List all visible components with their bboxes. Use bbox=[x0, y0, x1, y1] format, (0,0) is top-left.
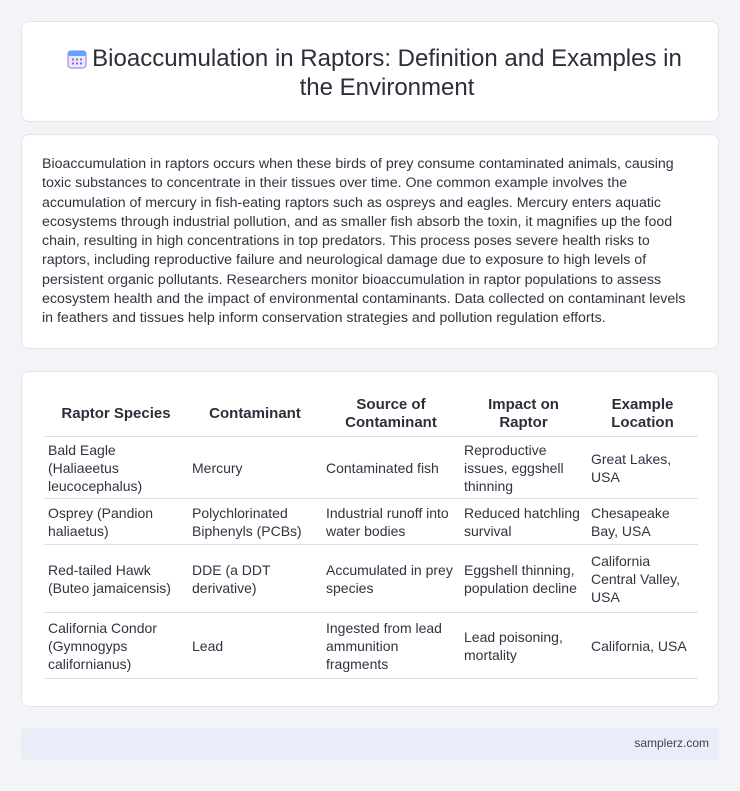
column-header-location: Example Location bbox=[587, 392, 698, 437]
footer bbox=[21, 728, 719, 760]
cell-species: Red-tailed Hawk (Buteo jamaicensis) bbox=[44, 545, 188, 613]
table-row bbox=[44, 613, 698, 679]
cell-location: California Central Valley, USA bbox=[587, 545, 698, 613]
table-row bbox=[44, 545, 698, 613]
cell-impact: Lead poisoning, mortality bbox=[460, 613, 587, 679]
column-header-species: Raptor Species bbox=[44, 392, 188, 437]
cell-impact: Reduced hatchling survival bbox=[460, 499, 587, 545]
cell-species: Bald Eagle (Haliaeetus leucocephalus) bbox=[44, 437, 188, 499]
cell-location: California, USA bbox=[587, 613, 698, 679]
cell-location: Chesapeake Bay, USA bbox=[587, 499, 698, 545]
contaminant-table bbox=[44, 392, 698, 679]
cell-contaminant: DDE (a DDT derivative) bbox=[188, 545, 322, 613]
intro-card bbox=[21, 134, 719, 349]
column-header-impact: Impact on Raptor bbox=[460, 392, 587, 437]
table-row bbox=[44, 437, 698, 499]
cell-source: Ingested from lead ammunition fragments bbox=[322, 613, 460, 679]
calendar-icon bbox=[66, 48, 88, 70]
table-card bbox=[21, 371, 719, 707]
column-header-contaminant: Contaminant bbox=[188, 392, 322, 437]
table-header-row bbox=[44, 392, 698, 437]
title-row bbox=[52, 44, 698, 102]
page-title: Bioaccumulation in Raptors: Definition and Examples in the Environment bbox=[92, 45, 682, 101]
cell-species: California Condor (Gymnogyps californianus) bbox=[44, 613, 188, 679]
table-row bbox=[44, 499, 698, 545]
cell-contaminant: Mercury bbox=[188, 437, 322, 499]
cell-impact: Reproductive issues, eggshell thinning bbox=[460, 437, 587, 499]
column-header-source: Source of Contaminant bbox=[322, 392, 460, 437]
cell-species: Osprey (Pandion haliaetus) bbox=[44, 499, 188, 545]
cell-contaminant: Polychlorinated Biphenyls (PCBs) bbox=[188, 499, 322, 545]
cell-impact: Eggshell thinning, population decline bbox=[460, 545, 587, 613]
footer-site-link[interactable]: samplerz.com bbox=[634, 736, 709, 750]
cell-location: Great Lakes, USA bbox=[587, 437, 698, 499]
cell-source: Accumulated in prey species bbox=[322, 545, 460, 613]
cell-source: Industrial runoff into water bodies bbox=[322, 499, 460, 545]
header-card bbox=[21, 21, 719, 122]
cell-source: Contaminated fish bbox=[322, 437, 460, 499]
intro-paragraph: Bioaccumulation in raptors occurs when these birds of prey consume contaminated animals, causing toxic substances to concentrate in their tissues over time. One common example involves the accumulation of mercury in fish-eating raptors such as ospreys and eagles. Mercury enters aquatic ecosystems through industrial pollution, and as smaller fish absorb the toxin, it magnifies up the food chain, resulting in high concentrations in top predators. This process poses severe health risks to raptors, including reproductive failure and neurological damage due to exposure to high levels of persistent organic pollutants. Researchers monitor bioaccumulation in raptor populations to assess ecosystem health and the impact of environmental contaminants. Data collected on contaminant levels in feathers and tissues help inform conservation strategies and pollution regulation efforts. bbox=[42, 156, 686, 327]
cell-contaminant: Lead bbox=[188, 613, 322, 679]
